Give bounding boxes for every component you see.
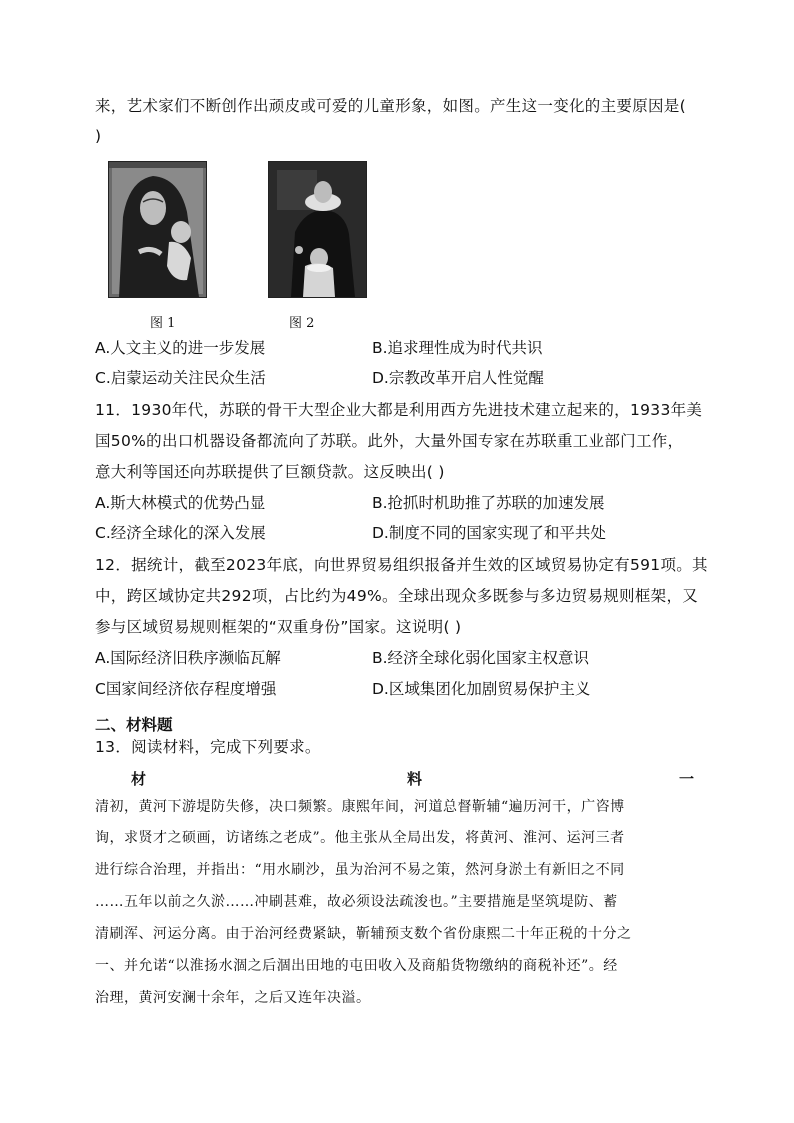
q13-stem: 13．阅读材料，完成下列要求。 <box>95 738 321 756</box>
q11-option-a: A.斯大林模式的优势凸显 <box>95 494 266 512</box>
q10-option-c: C.启蒙运动关注民众生活 <box>95 369 266 387</box>
madonna-painting <box>109 162 206 297</box>
figure-1-caption: 图 1 <box>150 316 176 331</box>
q12-option-b: B.经济全球化弱化国家主权意识 <box>372 649 590 667</box>
material-line: 进行综合治理，并指出：“用水刷沙，虽为治河不易之策，然河身淤土有新旧之不同 <box>95 862 625 878</box>
q11-option-d: D.制度不同的国家实现了和平共处 <box>372 524 606 542</box>
material-heading-char-3: 一 <box>679 770 695 788</box>
material-heading <box>95 768 697 790</box>
q12-stem-line1: 12．据统计，截至2023年底，向世界贸易组织报备并生效的区域贸易协定有591项。其 <box>95 556 708 574</box>
portrait-painting <box>269 162 366 297</box>
section-title: 二、材料题 <box>95 716 173 734</box>
material-line: 清初，黄河下游堤防失修，决口频繁。康熙年间，河道总督靳辅“遍历河干，广咨博 <box>95 799 625 815</box>
q10-stem-line1: 来，艺术家们不断创作出顽皮或可爱的儿童形象，如图。产生这一变化的主要原因是( <box>95 97 686 115</box>
q10-option-a: A.人文主义的进一步发展 <box>95 339 266 357</box>
q11-option-c: C.经济全球化的深入发展 <box>95 524 266 542</box>
q12-stem-line2: 中，跨区域协定共292项，占比约为49%。全球出现众多既参与多边贸易规则框架，又 <box>95 587 699 605</box>
q11-stem-line2: 国50%的出口机器设备都流向了苏联。此外，大量外国专家在苏联重工业部门工作， <box>95 432 684 450</box>
material-line: 询，求贤才之硕画，访诸练之老成”。他主张从全局出发，将黄河、淮河、运河三者 <box>95 830 625 846</box>
material-line: 清刷浑、河运分离。由于治河经费紧缺，靳辅预支数个省份康熙二十年正税的十分之 <box>95 926 632 942</box>
figure-1-image <box>108 161 207 298</box>
q12-option-d: D.区域集团化加剧贸易保护主义 <box>372 680 591 698</box>
figure-2-image <box>268 161 367 298</box>
q10-option-d: D.宗教改革开启人性觉醒 <box>372 369 544 387</box>
q12-option-c: C国家间经济依存程度增强 <box>95 680 277 698</box>
figure-2-caption: 图 2 <box>289 316 315 331</box>
q10-stem-line2: ) <box>95 127 102 145</box>
q11-stem-line1: 11．1930年代，苏联的骨干大型企业大都是利用西方先进技术建立起来的，1933年美 <box>95 401 703 419</box>
material-line: 治理，黄河安澜十余年，之后又连年决溢。 <box>95 990 371 1006</box>
q11-option-b: B.抢抓时机助推了苏联的加速发展 <box>372 494 605 512</box>
q11-stem-line3: 意大利等国还向苏联提供了巨额贷款。这反映出( ) <box>95 463 445 481</box>
material-line: ……五年以前之久淤……冲刷甚难，故必须设法疏浚也。”主要措施是坚筑堤防、蓄 <box>95 894 618 910</box>
q12-option-a: A.国际经济旧秩序濒临瓦解 <box>95 649 281 667</box>
q12-stem-line3: 参与区域贸易规则框架的“双重身份”国家。这说明( ) <box>95 618 462 636</box>
material-heading-char-2: 料 <box>407 770 423 788</box>
q10-option-b: B.追求理性成为时代共识 <box>372 339 543 357</box>
material-heading-char-1: 材 <box>131 770 147 788</box>
material-line: 一、并允诺“以淮扬水涸之后涸出田地的屯田收入及商船货物缴纳的商税补还”。经 <box>95 958 618 974</box>
